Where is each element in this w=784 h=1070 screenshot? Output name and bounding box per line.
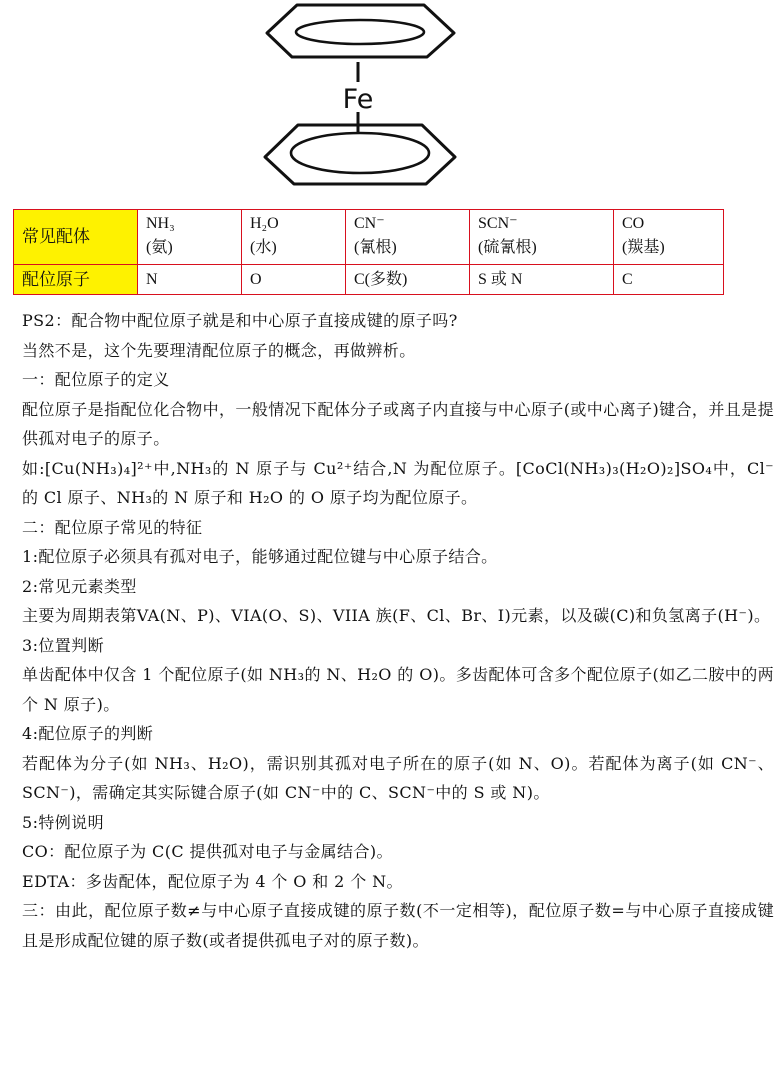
cell-ligand-h2o xyxy=(242,210,346,265)
feature-2-heading: 2:常见元素类型 xyxy=(22,576,137,596)
ligand-name: (水) xyxy=(250,239,277,256)
ligand-formula: SCN⁻ xyxy=(478,215,518,232)
cell-ligand-scn xyxy=(470,210,614,265)
special-case-edta: EDTA：多齿配体，配位原子为 4 个 O 和 2 个 N。 xyxy=(22,871,403,891)
feature-5-heading: 5:特例说明 xyxy=(22,812,104,832)
cell-ligand-nh3 xyxy=(138,210,242,265)
feature-4-paragraph: 若配体为分子(如 NH₃、H₂O)，需识别其孤对电子所在的原子(如 N、O)。若配体为离子(如 CN⁻、SCN⁻)，需确定其实际键合原子(如 CN⁻中的 C、SCN⁻中的 S 或 N)。 xyxy=(22,753,774,802)
feature-3-heading: 3:位置判断 xyxy=(22,635,104,655)
article-body xyxy=(22,306,782,955)
header-cell-common-ligands: 常见配体 xyxy=(14,210,138,265)
table-row-ligands xyxy=(14,210,724,265)
special-case-co: CO：配位原子为 C(C 提供孤对电子与金属结合)。 xyxy=(22,842,393,861)
cell-donor-atom: C(多数) xyxy=(346,265,470,295)
feature-3-paragraph: 单齿配体中仅含 1 个配位原子(如 NH₃的 N、H₂O 的 O)。多齿配体可含多个配位原子(如乙二胺中的两个 N 原子)。 xyxy=(22,665,774,714)
ligand-name: (氨) xyxy=(146,239,173,256)
question-line: PS2：配合物中配位原子就是和中心原子直接成键的原子吗? xyxy=(22,311,458,330)
table-row-donor-atoms xyxy=(14,265,724,295)
iron-atom-label: Fe xyxy=(342,84,374,115)
section-heading-definition: 一：配位原子的定义 xyxy=(22,370,170,389)
ligand-formula: H₂O xyxy=(250,215,279,232)
cell-ligand-co xyxy=(614,210,724,265)
section-conclusion: 三：由此，配位原子数≠与中心原子直接成键的原子数(不一定相等)，配位原子数=与中心原子直接成键且是形成配位键的原子数(或者提供孤电子对的原子数)。 xyxy=(22,901,774,950)
cell-donor-atom: S 或 N xyxy=(470,265,614,295)
definition-paragraph: 配位原子是指配位化合物中，一般情况下配体分子或离子内直接与中心原子(或中心离子)键合，并且是提供孤对电子的原子。 xyxy=(22,399,774,448)
ferrocene-structure-diagram xyxy=(262,0,458,198)
ligand-name: (羰基) xyxy=(622,239,665,256)
feature-1: 1:配位原子必须具有孤对电子，能够通过配位键与中心原子结合。 xyxy=(22,547,498,566)
example-paragraph: 如:[Cu(NH₃)₄]²⁺中,NH₃的 N 原子与 Cu²⁺结合,N 为配位原子。[CoCl(NH₃)₃(H₂O)₂]SO₄中，Cl⁻的 Cl 原子、NH₃的 N 原子和 H₂O 的 O 原子均为配位原子。 xyxy=(22,458,774,507)
ligand-formula: CO xyxy=(622,215,645,232)
ligand-formula: CN⁻ xyxy=(354,215,385,232)
ligand-table xyxy=(13,209,724,295)
cell-ligand-cn xyxy=(346,210,470,265)
feature-4-heading: 4:配位原子的判断 xyxy=(22,724,154,743)
bottom-cyclopentadienyl-ring xyxy=(265,125,455,184)
cell-donor-atom: N xyxy=(138,265,242,295)
header-cell-donor-atom: 配位原子 xyxy=(14,265,138,295)
top-cyclopentadienyl-ring xyxy=(267,5,454,57)
ligand-name: (硫氰根) xyxy=(478,239,537,256)
section-heading-features: 二：配位原子常见的特征 xyxy=(22,517,203,537)
answer-intro: 当然不是，这个先要理清配位原子的概念，再做辨析。 xyxy=(22,340,416,360)
ligand-formula: NH₃ xyxy=(146,215,175,232)
cell-donor-atom: C xyxy=(614,265,724,295)
feature-2-paragraph: 主要为周期表第VA(N、P)、VIA(O、S)、VIIA 族(F、Cl、Br、I)元素，以及碳(C)和负氢离子(H⁻)。 xyxy=(22,606,771,625)
ligand-name: (氰根) xyxy=(354,239,397,256)
cell-donor-atom: O xyxy=(242,265,346,295)
